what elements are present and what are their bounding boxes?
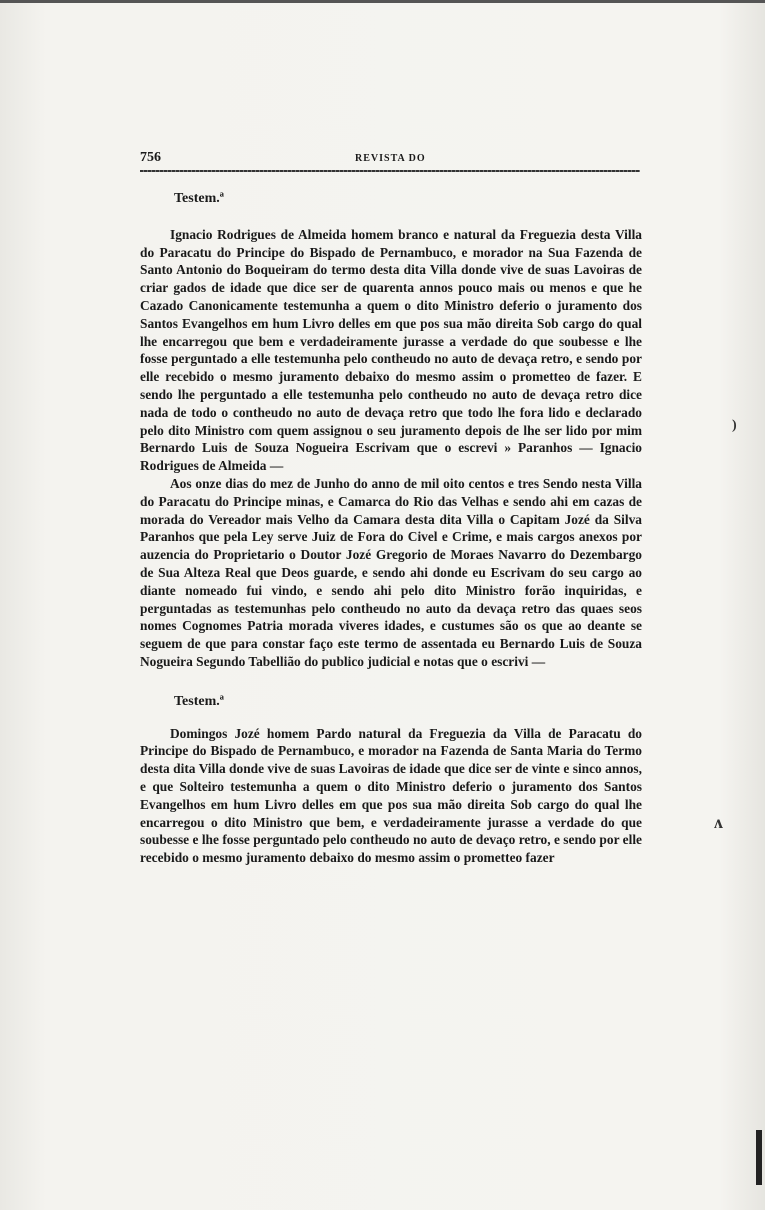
header-rule xyxy=(140,170,640,172)
margin-mark: ) xyxy=(732,418,737,433)
scan-top-border xyxy=(0,0,765,3)
testimony-paragraph-2: Domingos Jozé homem Pardo natural da Freguezia da Villa de Paracatu do Principe do Bispado de Pernambuco, e morador na Fazenda de Santa Maria do Termo desta dita Villa donde vive de suas Lavoiras de idade que dice ser de vinte e sinco annos, e que Solteiro testemunha a quem o dito Ministro deferio o juramento dos Santos Evangelhos em hum Livro delles em que pos sua mão direita Sob cargo do qual lhe encarregou o dito Ministro que bem, e verdadeiramente jurasse a verdade do que soubesse e lhe fosse perguntado pelo contheudo no auto de devaço retro, e sendo por elle recebido o mesmo juramento debaixo do mesmo assim o prometteo fazer xyxy=(140,725,642,866)
testimony-heading-1: Testem.ª xyxy=(174,191,224,206)
page-number: 756 xyxy=(140,150,161,165)
page-header xyxy=(140,150,640,172)
scan-edge-artifact xyxy=(756,1130,762,1185)
testimony-heading-2: Testem.ª xyxy=(174,693,224,709)
assentada-paragraph: Aos onze dias do mez de Junho do anno de mil oito centos e tres Sendo nesta Villa do Paracatu do Principe minas, e Camarca do Rio das Velhas e sendo ahi em cazas de morada do Vereador mais Velho da Camara desta dita Villa o Capitam Jozé da Silva Paranhos que pela Ley serve Juiz de Fora do Civel e Crime, e mais cargos anexos por auzencia do Proprietario o Doutor Jozé Gregorio de Moraes Navarro do Dezembargo de Sua Alteza Real que Deos guarde, e sendo ahi donde eu Escrivam do seu cargo ao diante nomeado fui vindo, e sendo ahi pelo dito Ministro forão inquiridas, e perguntadas as testemunhas pelo contheudo no auto da devaça retro das quaes seos nomes Cognomes Patria morada viveres idades, e custumes são os que ao deante se seguem de que para constar faço este termo de assentada eu Bernardo Luis de Souza Nogueira Segundo Tabellião do publico judicial e notas que o escrivi — xyxy=(140,475,642,669)
testimony-paragraph-1: Ignacio Rodrigues de Almeida homem branco e natural da Freguezia desta Villa do Paracatu do Principe do Bispado de Pernambuco, e morador na Sua Fazenda de Santo Antonio do Boqueiram do termo desta dita Villa donde vive de suas Lavoiras de criar gados de idade que dice ser de quarenta annos pouco mais ou menos e que he Cazado Canonicamente testemunha a quem o dito Ministro deferio o juramento dos Santos Evangelhos em hum Livro delles em que pos sua mão direita Sob cargo do qual lhe encarregou que bem e verdadeiramente jurasse a verdade do que soubesse e lhe fosse perguntado a elle testemunha pelo contheudo no auto de devaça retro, e sendo por elle recebido o mesmo juramento debaixo do mesmo assim o prometteo de fazer. E sendo lhe perguntado a elle testemunha pelo contheudo no auto de devaça retro dice nada de todo o contheudo no auto de devaça retro que todo lhe fora lido e declarado pelo dito Ministro com quem assignou o seu juramento depois de lhe ser lido por mim Bernardo Luis de Souza Nogueira Escrivam que o escrevi » Paranhos — Ignacio Rodrigues de Almeida — xyxy=(140,226,642,474)
margin-mark: ʌ xyxy=(714,812,723,832)
running-title: REVISTA DO xyxy=(355,153,426,164)
document-body xyxy=(140,190,642,867)
